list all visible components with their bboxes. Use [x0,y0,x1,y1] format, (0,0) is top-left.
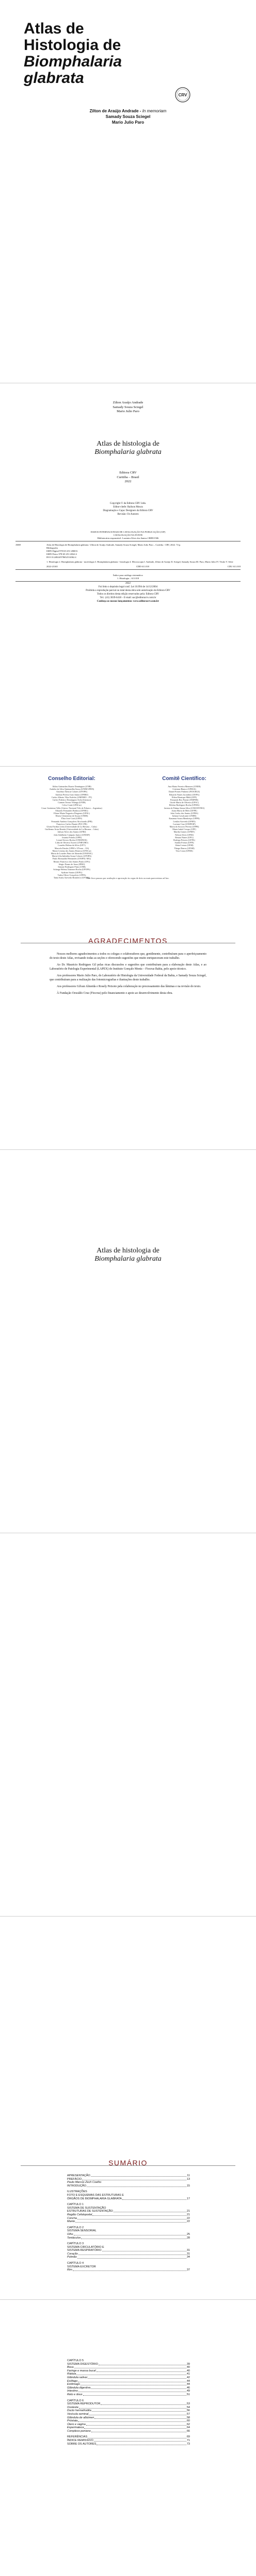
toc-entry-page: 41 [186,2372,190,2376]
cover-page [0,0,256,383]
toc-entry-title: Tentáculos [67,2236,81,2240]
toc-entry-title: Paulo Marcos Zech Coelho [67,2181,102,2184]
copyright-publisher [0,471,256,484]
council-member: Maria Cristina dos Santos Bezerra (UFSCar) [52,849,91,852]
council-member: Luciane Cruz (UNIFESP) [173,822,196,825]
toc-entry[interactable] [67,2393,190,2397]
cip-classification [46,565,241,568]
council-member: Marcelo Paixão (UFRJ e UTexas – US) [54,846,89,850]
toc-entry-title: CAPÍTULO 3 [67,2242,84,2246]
scientific-committee-list [128,785,241,852]
council-member: Sandra Freitas (UFPI) [174,841,194,844]
toc-entry-title: Espermateca [67,2426,84,2430]
toc-entry-page: 46 [186,2386,190,2389]
council-member: Guillermo Arias Beatón (Universidade de La Havana – Cuba) [45,828,99,831]
toc-leader-dots [92,2215,186,2216]
toc-entry-page: 54 [186,2405,190,2409]
cover-author-3: Mario Julio Paro [111,120,145,125]
council-member: Carmen Tereza Velanga (UNIR) [58,801,86,804]
toc-entry-page: 42 [186,2376,190,2379]
council-member: Fernando Antônio Gonçalves Alcoforado (IPB) [51,820,92,823]
cover-title [24,21,179,87]
toc-leader-dots [77,2258,186,2259]
toc-entry-page: 31 [186,2252,190,2256]
toc-entry-title: Vesícula seminal [67,2412,89,2416]
toc-entry-page: 28 [186,2236,190,2240]
toc-entry-title: FOTO E ESQUEMAS DAS ESTRUTURAS E [67,2193,124,2197]
toc-entry-page: 17 [186,2197,190,2200]
council-member: Eduardo Fernandes Barbosa (UFMG) [55,809,88,812]
toc-entry-title: Manto [67,2220,75,2224]
toc-leader-dots [122,2199,186,2200]
toc-entry-title: CAPÍTULO 1 [67,2203,84,2207]
cover-author-1 [0,108,256,114]
toc-entry-title: Olho [67,2232,73,2236]
copyright-title [0,440,256,456]
council-member: Paulo Romualdo Hernandes (UNIFAL-MG) [52,857,91,860]
toc-entry-page: 56 [186,2409,190,2413]
review-note-line: Este livro passou por avaliação e aprovação às cegas de dois ou mais pareceristas ad hoc. [86,877,170,879]
council-member: Renato Francisco dos Santos Paula (UFG) [53,860,90,863]
toc-entry-title: ÓRGÃOS DE BIOMPHALARIA GLABRATA [67,2197,122,2200]
cip-subjects: 1. Histologia 2. Biomphalaria glabrata - morfologia 3. Biomphalaria glabrata - histologia 4. Microscopia I. Andrade, Zilton de Araújo II. Sciegel, Samady Souza III. Paro, Mario Julio IV. Título V. Série [46,561,233,563]
toc-entry-page: 64 [186,2426,190,2430]
toc-entry[interactable] [67,2413,190,2416]
cip-index-entry: 1. Histologia – 611.018 [117,577,139,580]
toc-leader-dots [75,2222,186,2223]
toc-entry-title: Próstata [67,2419,78,2423]
toc-entry-title: ESTRUTURAS DE SUSTENTAÇÃO [67,2210,113,2213]
editorial-council-title: Conselho Editorial: [48,776,95,782]
toc-entry[interactable] [67,2406,190,2410]
toc-entry[interactable] [67,2439,190,2443]
council-member: Maria de Lourdes Pinto de Almeida (UNOESC) [51,852,93,855]
acknowledgments-heading [0,937,256,946]
toc-entry[interactable] [67,2419,190,2423]
copyright-author: Mario Julio Paro [117,410,139,413]
toc-entry[interactable] [67,2409,190,2413]
toc-entry[interactable] [67,2190,190,2194]
toc-leader-dots [97,2371,186,2372]
council-member: Sérgio Nunes de Jesus (IFRO) [58,862,85,866]
toc-entry[interactable] [67,2184,190,2188]
toc-entry-page: 34 [186,2256,190,2259]
toc-entry-page: 40 [186,2369,190,2372]
council-member: Maria do Socorro Pereira (UFPB) [169,825,199,828]
acknowledgments-paragraph: Nossos melhores agradecimentos a todos os colegas e colaboradores que, gentilmente, contribuíram para o aperfeiçoamento do texto deste Atlas, revisando todas as seções e oferecendo sugestões que muito enriqueceram este trabalho. [50,953,206,960]
council-member: Cesar Gerónimo Tello (Univer. Nacional Três de Febrero – Argentina) [41,806,102,809]
editorial-council-list [15,785,128,879]
toc-entry-page: 22 [186,2216,190,2220]
blank-page [0,1533,256,1917]
cip-isbn: DOI 10.24824/978652512062.4 [46,556,76,558]
cip-isbn: ISBN Físico 978-65-251-2062-4 [46,553,77,555]
toc-entry-title: ÍNDICE REMISSIVO [67,2439,93,2443]
cover-title-line1: Atlas de [24,20,84,37]
cover-authors [0,108,256,125]
council-member: Cristiane Bianco (UFRGS) [172,788,196,791]
toc-entry-title: Concha [67,2216,77,2220]
toc-entry[interactable] [67,2402,190,2406]
council-member: Ana Maria Ferreira Menezes (UNEB) [168,785,201,788]
toc-entry-title: REFERÊNCIAS [67,2435,88,2439]
cover-title-line4: glabrata [24,70,84,87]
credit-line: Diagramação e Capa: Designers da Editora CRV [103,510,153,512]
toc-entry[interactable] [67,2213,190,2217]
council-member: Kauanna Souza Mendonça (UFPR) [169,817,200,820]
cip-main: Atlas de Histologia de Biomphalaria glabrata / Zilton de Araújo Andrade, Samady Souza Sciegel, Mario Julio Paro – Curitiba : CRV, 2022. 74 p. [46,544,181,546]
cip-code: A869 [15,544,21,546]
toc-entry-title: Glândula salivar [67,2376,88,2379]
council-member: Juliana Cavalcante (UNEB) [172,815,197,818]
toc-entry-title: Boca [67,2366,74,2369]
toc-entry-page: 13 [186,2177,190,2181]
toc-entry-title: SISTEMA DE SUSTENTAÇÃO [67,2206,106,2210]
council-member: Jacinta de Fátima Senna Silva (UNICENTRO) [164,806,205,809]
council-member: Elizeu Clementino de Souza (UNEB) [55,815,88,818]
copyright-legal: Foi feito o depósito legal conf. Lei 10.994 de 14/12/2004 [98,586,158,588]
toc-leader-dots [88,2378,186,2379]
cip-cdd: CDD 611.018 [136,565,149,568]
toc-entry[interactable] [67,2426,190,2430]
cip-index [15,574,241,580]
half-title-line2: Biomphalaria glabrata [94,1255,162,1263]
council-member: Jailson Alves dos Santos (UFRJ) [57,831,86,834]
toc-entry[interactable] [67,2217,190,2221]
toc-leader-dots [83,2395,186,2396]
cip-body [15,544,241,568]
toc-entry[interactable] [67,2256,190,2259]
toc-entry-page: 51 [186,2393,190,2396]
toc-entry-title: Coração [67,2252,78,2256]
council-member: João Adalberto Campato Junior (UNESP) [53,833,90,836]
toc-entry[interactable] [67,2210,190,2213]
toc-entry-title: PREFÁCIO [67,2177,82,2181]
council-member: Eldon Henrique Mühl (UPF) [171,795,197,799]
council-member: Josania Portela (UFPI) [61,836,82,839]
copyright-legal: Proibida a reprodução parcial ou total desta obra sem autorização da Editora CRV [86,589,170,592]
toc-entry[interactable] [67,2399,190,2403]
council-member: Heloísa Rodrigues Rocha (UFMG) [169,804,200,807]
cip-header2: CATALOGAÇÃO NA FONTE [113,534,143,536]
toc-entry-page: 25 [186,2232,190,2236]
cover-author-2: Samady Souza Sciegel [105,114,151,119]
toc-entry[interactable] [67,2233,190,2236]
toc-entry-title: Faringe e massa bucal [67,2369,96,2372]
cip-header3: Bibliotecária responsável: Luzenira Alves dos Santos CRB9/1506 [97,537,159,539]
toc-leader-dots [101,2404,186,2405]
council-member: Solange Helena Ximenes-Rocha (UFOPA) [53,868,90,871]
toc-entry-page: 44 [186,2379,190,2383]
toc-entry[interactable] [67,2366,190,2369]
toc-entry-page: 15 [186,2184,190,2188]
toc-leader-dots [92,2411,186,2412]
cip-block [15,531,241,583]
acknowledgments-paragraph: Ao Dr. Mauricio Rodrigues Gil pelas ricas discussões e sugestões que contribuíram para a elaboração deste Atlas, e ao Laboratório de Patologia Experimental (LAPEX) do Instituto Gonçalo Moniz – Fiocruz Bahia, pelo apoio técnico. [50,963,206,971]
scientific-committee-title: Comitê Científico: [162,776,206,782]
acknowledgments-paragraph: À Fundação Oswaldo Cruz (Fiocruz) pelo financiamento e apoio ao desenvolvimento desta obra. [57,992,173,995]
toc-entry-title: Rim [67,2268,72,2272]
half-title [0,1247,256,1263]
toc-entry-title: CAPÍTULO 5 [67,2359,84,2362]
toc-entry[interactable] [67,2376,190,2380]
toc-entry[interactable] [67,2197,190,2201]
toc-entry[interactable] [67,2178,190,2181]
copyright-legal: Todos os direitos desta edição reservados pela: Editora CRV [97,593,159,596]
toc-entry[interactable] [67,2194,190,2197]
cover-title-line2: Histologia de [24,37,121,54]
toc-entry-page: 44 [186,2383,190,2386]
council-member: Thiago Barros (UFSM) [174,846,195,850]
toc-entry-title: Pulmão [67,2256,77,2259]
toc-entry-page: 69 [186,2435,190,2439]
council-member: Lenilza Azevedo (UFRN) [173,820,196,823]
toc-entry-page: 53 [186,2402,190,2406]
toc-entry[interactable] [67,2229,190,2233]
toc-entry-title: Útero e vagina [67,2422,86,2426]
council-member: Vera Costa (UFMS) [175,849,193,852]
toc-entry-page: 22 [186,2220,190,2224]
toc-entry-title: Rádula [67,2372,76,2376]
toc-entry[interactable] [67,2203,190,2207]
toc-leader-dots [86,2425,186,2426]
council-member: Tadeu Oliver Gonçalves (UFPA) [57,873,86,876]
toc-entry-page: 37 [186,2268,190,2272]
toc-leader-dots [91,2176,186,2177]
toc-entry-title: CAPÍTULO 6 [67,2399,84,2402]
council-member: Renata Nunes (UFG) [175,836,194,839]
cip-cdu: CDU 611.018 [227,565,241,568]
toc-entry-title: Esôfago [67,2379,78,2383]
toc-leader-dots [79,2408,186,2409]
council-member: Lídia de Oliveira Xavier (UNIEURO) [55,841,88,844]
toc-leader-dots [91,2388,186,2389]
toc-entry-title: Estômago [67,2383,80,2386]
council-member: Sydione Santos (UEPG) [61,871,83,874]
toc-entry-title: APRESENTAÇÃO [67,2174,90,2177]
publisher-name: Editora CRV [119,471,137,474]
heading-rule [21,2165,235,2166]
council-member: Anselmo Alencar Colares (UFOPA) [56,790,88,793]
credit-line: Revisão: Os Autores [117,513,139,516]
toc-entry[interactable] [67,2369,190,2373]
toc-entry[interactable] [67,2430,190,2433]
acknowledgments-paragraph: Aos professores Mario Julio Paro, do Laboratório de Histologia da Universidade Federal da Bahia, e Samady Souza Sciegel, que contribuíram para a realização das fotomicrografias e ilustrações deste trabalho. [50,974,206,981]
copyright-year: 2022 [125,582,131,585]
toc-page-1 [0,1917,256,2300]
toc-entry-title: CAPÍTULO 4 [67,2262,84,2265]
copyright-title-line1: Atlas de histologia de [97,440,159,448]
cip-header: DADOS INTERNACIONAIS DE CATALOGAÇÃO NA PUBLICAÇÃO (CIP) [90,531,166,533]
copyright-contact: Tel.: (41) 3039-6418 – E-mail: sac@editoracrv.com.br [100,597,156,599]
toc-entry-page: 21 [186,2213,190,2216]
cip-year: 2022-23165 [46,565,58,568]
cip-index-title: Índice para catálogo sistemático [113,574,143,577]
toc-heading-text: SUMÁRIO [108,2159,148,2167]
cover-title-line3: Biomphalaria [24,53,122,70]
toc-entry-title: Glândula de albúmen [67,2416,94,2419]
toc-leader-dots [94,2441,186,2442]
council-member: Élsio José Corá (UFFS) [61,817,82,820]
scientific-committee [128,776,241,874]
toc-entry[interactable] [67,2236,190,2240]
toc-list-continued [67,2357,190,2446]
toc-entry[interactable] [67,2181,190,2184]
copyright-author: Zilton Araújo Andrade [113,401,143,404]
divider [15,569,241,570]
council-member: Simone Rodrigues Pinto (UNB) [58,866,86,869]
toc-entry-title: SISTEMA EXCRETOR [67,2265,96,2268]
council-member: Nelson Alves (UFRJ) [174,833,194,836]
council-member: Francisco Carlos Duarte (PUC-PR) [56,822,87,825]
copyright-page [0,383,256,767]
council-member: Rodrigo Peixoto (UFPA) [173,839,195,842]
toc-heading [0,2159,256,2168]
council-member: Carlos Federico Dominguez Avila (Unieuro) [52,799,91,802]
council-member: João Carlos dos Santos (UFBA) [170,812,198,815]
toc-entry-title: Intestino [67,2389,78,2393]
toc-entry-title: SISTEMA REPRODUTOR [67,2402,101,2406]
toc-entry-page: 40 [186,2366,190,2369]
toc-entry-title: SISTEMA SENSORIAL [67,2229,97,2233]
council-member: Joana Maria de Melo (UFPE) [171,809,197,812]
toc-entry[interactable] [67,2268,190,2272]
toc-entry[interactable] [67,2265,190,2269]
council-member: Andréia da Silva Quintanilha Sousa (UNIR/UFRN) [49,788,94,791]
council-member: Carlos Alberto Vilar Estêvão (UMINHO – PT) [51,795,92,799]
council-member: Sônia Lemos (UEM) [175,844,194,847]
council-member: Marilia Gomes (UFMT) [173,831,195,834]
toc-page-2 [0,2300,256,2576]
toc-entry[interactable] [67,2363,190,2366]
copyright-authors [0,401,256,414]
council-member: Maria Lília Imbiriba Sousa Colares (UFOPA) [52,855,92,858]
toc-entry-title: Complexo peniano [67,2429,91,2433]
council-member: Daniel Pontes Pinheiro (FIOCRUZ) [168,790,200,793]
publisher-city: Curitiba – Brasil [117,475,139,479]
cover-author-1-name: Zilton de Araújo Andrade - [89,109,141,113]
toc-entry-title: INTRODUÇÃO [67,2184,86,2188]
toc-entry[interactable] [67,2389,190,2393]
council-member: Gloria Fariñas León (Universidade de La Havana – Cuba) [46,825,97,828]
half-title-line1: Atlas de histologia de [97,1247,159,1255]
credit-line: Editor-chefe: Railson Moura [113,506,143,509]
cover-author-1-note: In memoriam [142,109,167,113]
toc-entry[interactable] [67,2380,190,2383]
toc-entry-page: 39 [186,2362,190,2366]
toc-entry[interactable] [67,2252,190,2256]
toc-entry-title: SISTEMA RESPIRATÓRIO [67,2249,102,2252]
toc-entry[interactable] [67,2174,190,2178]
toc-entry-page: 58 [186,2416,190,2419]
half-title-page [0,1150,256,1533]
toc-leader-dots [94,2418,186,2419]
toc-entry-page: 66 [186,2429,190,2433]
copyright-author: Samady Souza Sciegel [113,405,143,409]
toc-entry-page: 31 [186,2249,190,2252]
toc-entry-title: Glândula digestiva [67,2386,91,2389]
toc-entry-title: SISTEMA DIGESTÓRIO [67,2362,98,2366]
review-note [0,877,256,880]
council-member: Elione Maria Nogueira Diogenes (UFAL) [54,812,90,815]
toc-entry-page: 57 [186,2412,190,2416]
toc-entry[interactable] [67,2372,190,2376]
toc-entry[interactable] [67,2226,190,2230]
council-member: Antônio Pereira Gaio Júnior (UFRRJ) [55,793,88,796]
publisher-logo [174,87,191,103]
toc-entry[interactable] [67,2220,190,2224]
toc-entry[interactable] [67,2383,190,2386]
council-member: Eduardo Nunes Jacondino (UEPG) [169,793,200,796]
toc-entry-title: ILUSTRAÇÕES [67,2190,87,2194]
toc-entry-title: SISTEMA CIRCULATÓRIO E [67,2245,104,2249]
council-member: Celso Conti (UFSCar) [62,804,82,807]
council-member: Gisele Maria de Oliveira (UFSC) [170,801,199,804]
credit-line: Copyright © da Editora CRV Ltda. [110,502,146,505]
toc-entry-page: 11 [187,2174,190,2177]
toc-entry[interactable] [67,2359,190,2363]
toc-entry-page: 71 [186,2439,190,2443]
council-member: Maria Isabel Crespo (UFF) [172,828,196,831]
council-member: Aldira Guimarães Duarte Domínguez (UNB) [52,785,91,788]
toc-entry[interactable] [67,2423,190,2427]
acknowledgments-paragraph: Aos professores Gilvan Almeida e Rosely Peixoto pela colaboração no processamento das lâminas e na revisão do texto. [57,985,201,988]
toc-leader-dots [78,2421,186,2422]
toc-entry[interactable] [67,2262,190,2265]
copyright-credits [0,502,256,516]
cip-entry [46,544,241,568]
toc-entry[interactable] [67,2249,190,2252]
copyright-bottom [0,582,256,603]
council-member: Tania Suely Azevedo Brasileiro (UFOPA) [53,876,90,879]
toc-entry-title: Ovoteste [67,2405,79,2409]
toc-entry[interactable] [67,2416,190,2420]
publisher-year: 2022 [124,480,132,483]
toc-entry[interactable] [67,2443,190,2446]
toc-entry-title: Ducto hermafrodita [67,2409,91,2413]
toc-list [67,2174,190,2272]
copyright-website: Conheça os nossos lançamentos: www.editoracrv.com.br [97,600,159,603]
toc-entry-title: CAPÍTULO 2 [67,2226,84,2229]
toc-leader-dots [73,2270,186,2271]
toc-entry-title: SOBRE OS AUTORES [67,2442,97,2446]
copyright-title-line2: Biomphalaria glabrata [94,448,162,456]
council-member: Leonel Severo Rocha (UNISINOS) [56,839,87,842]
toc-entry[interactable] [67,2242,190,2246]
council-member: Lourdes Helena da Silva (UFV) [58,844,86,847]
council-member: Fernando Rey Puente (INSPER) [170,799,199,802]
councils-page [0,767,256,1150]
toc-entry-page: 21 [186,2210,190,2213]
toc-entry-title: Reto e ânus [67,2393,83,2396]
cip-isbn: Bibliografia [46,547,58,549]
acknowledgments-text [50,952,206,998]
toc-entry-page: 62 [186,2422,190,2426]
publisher-logo-text: CRV [178,93,187,97]
toc-entry-title: Região Cefalopodal [67,2213,92,2216]
toc-entry[interactable] [67,2386,190,2390]
toc-leader-dots [84,2428,186,2429]
toc-entry-page: 49 [186,2389,190,2393]
toc-entry-page: 73 [186,2442,190,2446]
toc-entry-page: 60 [186,2419,190,2423]
acknowledgments-heading-text: AGRADECIMENTOS [88,937,168,945]
cip-isbn: ISBN Digital 978-65-251-2068-6 [46,550,78,552]
